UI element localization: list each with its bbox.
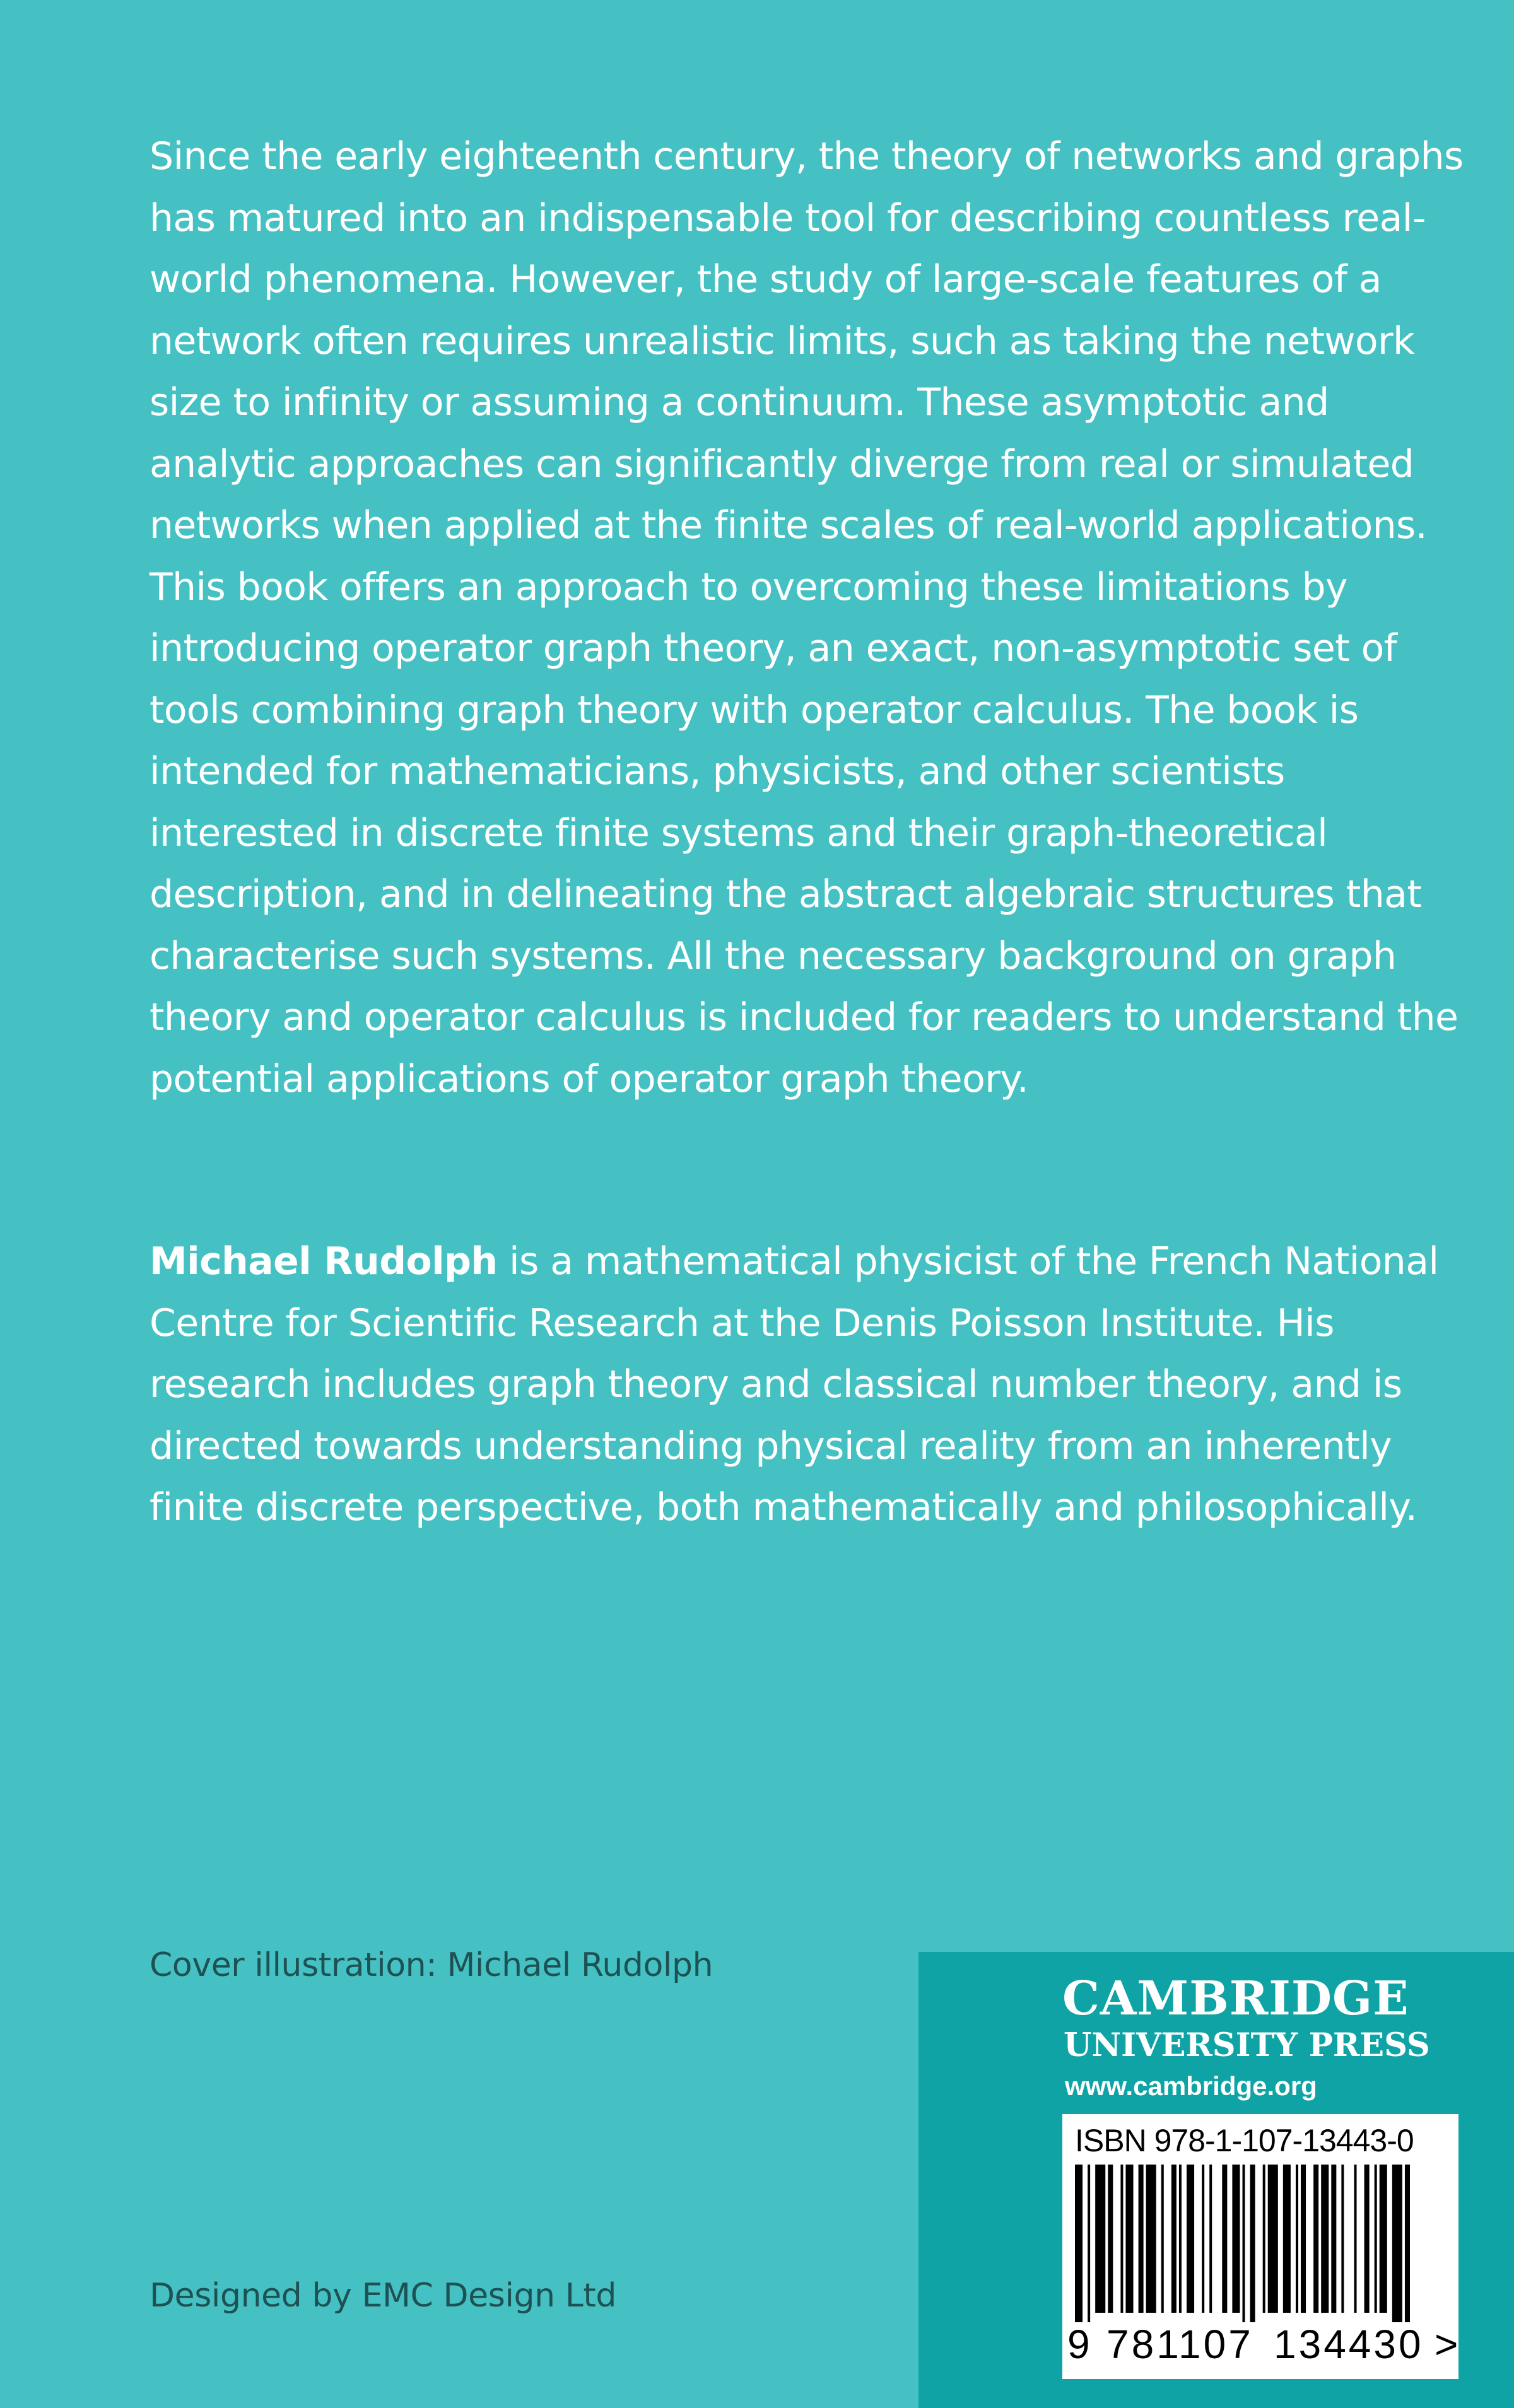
publisher-panel <box>918 1952 1514 2408</box>
barcode-digits-group-2: 134430 <box>1274 2322 1424 2367</box>
barcode-arrow: > <box>1435 2322 1458 2367</box>
design-credit: Designed by EMC Design Ltd <box>150 2277 616 2315</box>
barcode-digits-group-1: 781107 <box>1106 2322 1253 2367</box>
publisher-subname: UNIVERSITY PRESS <box>1064 2026 1430 2064</box>
cover-illustration-credit: Cover illustration: Michael Rudolph <box>150 1946 713 1984</box>
barcode-digit-first: 9 <box>1067 2322 1090 2367</box>
publisher-name: CAMBRIDGE <box>1062 1972 1409 2026</box>
barcode-box <box>1062 2114 1458 2379</box>
author-bio <box>150 1231 1468 1539</box>
author-name: Michael Rudolph <box>150 1239 498 1283</box>
book-blurb: Since the early eighteenth century, the theory of networks and graphs has matured into an indispensable tool for describing countless real-world phenomena. However, the study of large-scale features of a network often requires unrealistic limits, such as taking the network size to infinity or assuming a continuum. These asymptotic and analytic approaches can significantly diverge from real or simulated networks when applied at the finite scales of real-world applications. This book offers an approach to overcoming these limitations by introducing operator graph theory, an exact, non-asymptotic set of tools combining graph theory with operator calculus. The book is intended for mathematicians, physicists, and other scientists interested in discrete finite systems and their graph-theoretical description, and in delineating the abstract algebraic structures that characterise such systems. All the necessary background on graph theory and operator calculus is included for readers to understand the potential applications of operator graph theory. <box>150 134 1464 1101</box>
publisher-url: www.cambridge.org <box>1065 2071 1317 2101</box>
isbn-label: ISBN 978-1-107-13443-0 <box>1075 2123 1414 2158</box>
barcode-digits <box>1062 2316 1458 2373</box>
barcode-icon <box>1075 2165 1447 2322</box>
author-bio-text: is a mathematical physicist of the French National Centre for Scientific Research at the Denis Poisson Institute. His research includes graph theory and classical number theory, and is directed towards understanding physical reality from an inherently finite discrete perspective, both mathematically and philosophically. <box>150 1239 1439 1529</box>
